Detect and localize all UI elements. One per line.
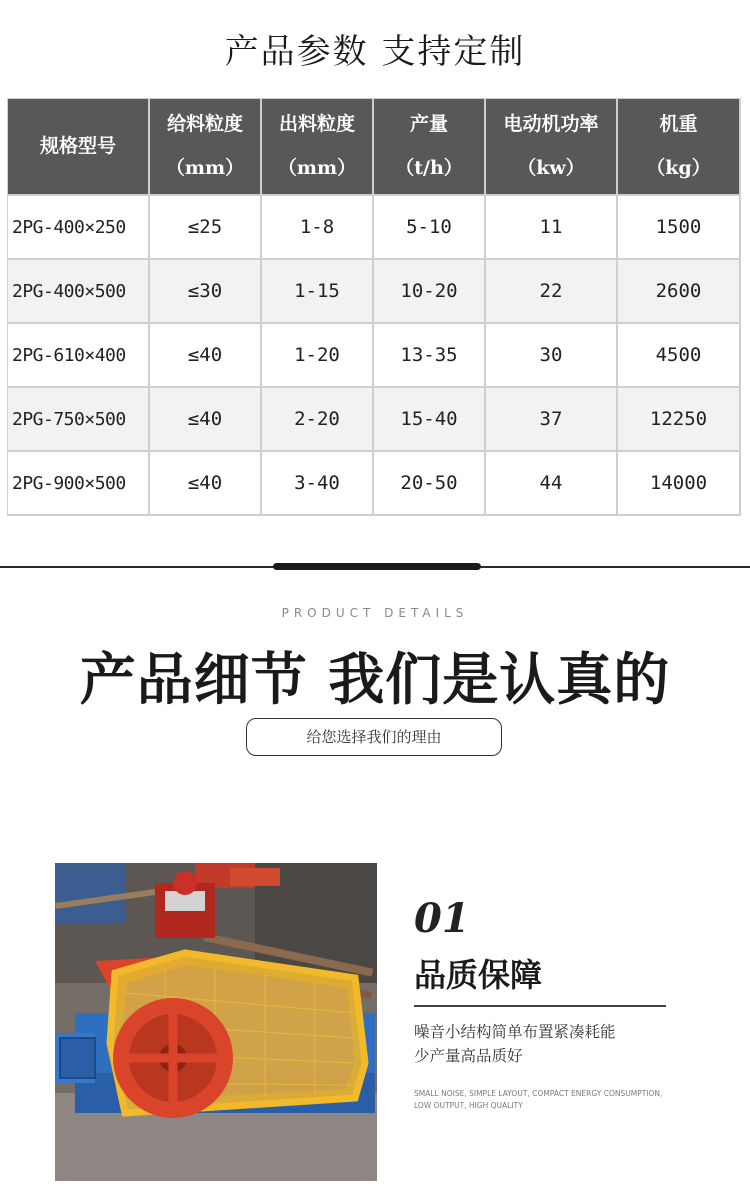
cell-motor-power: 11 — [486, 196, 618, 260]
cell-capacity: 15-40 — [374, 388, 486, 452]
feature-number: 01 — [414, 895, 470, 942]
spec-table — [7, 98, 741, 516]
cell-output-size: 1-15 — [262, 260, 374, 324]
cell-output-size: 3-40 — [262, 452, 374, 516]
cell-output-size: 2-20 — [262, 388, 374, 452]
cell-capacity: 20-50 — [374, 452, 486, 516]
cell-model: 2PG-900×500 — [8, 452, 150, 516]
cell-model: 2PG-400×500 — [8, 260, 150, 324]
cell-feed-size: ≤40 — [150, 388, 262, 452]
double-roll-crusher-photo — [55, 863, 377, 1181]
cell-weight: 12250 — [618, 388, 741, 452]
cell-feed-size: ≤40 — [150, 452, 262, 516]
cell-motor-power: 22 — [486, 260, 618, 324]
cell-weight: 14000 — [618, 452, 741, 516]
feature-description — [414, 1020, 664, 1068]
section-divider-tab — [273, 563, 481, 570]
cell-model: 2PG-750×500 — [8, 388, 150, 452]
cell-model: 2PG-400×250 — [8, 196, 150, 260]
reason-pill: 给您选择我们的理由 — [246, 718, 502, 756]
cell-weight: 4500 — [618, 324, 741, 388]
cell-capacity: 10-20 — [374, 260, 486, 324]
header-model: 规格型号 — [8, 99, 150, 196]
cell-feed-size: ≤30 — [150, 260, 262, 324]
spec-header-row — [8, 99, 741, 196]
table-row — [8, 196, 741, 260]
cell-capacity: 13-35 — [374, 324, 486, 388]
cell-weight: 1500 — [618, 196, 741, 260]
cell-feed-size: ≤25 — [150, 196, 262, 260]
cell-model: 2PG-610×400 — [8, 324, 150, 388]
params-title: 产品参数 支持定制 — [224, 32, 526, 72]
table-row — [8, 388, 741, 452]
cell-motor-power: 44 — [486, 452, 618, 516]
header-output-size: 出料粒度 （mm） — [262, 99, 374, 196]
header-weight: 机重 （kg） — [618, 99, 741, 196]
details-en-heading: PRODUCT DETAILS — [281, 606, 469, 620]
details-title: 产品细节 我们是认真的 — [79, 647, 671, 713]
header-capacity: 产量 （t/h） — [374, 99, 486, 196]
cell-weight: 2600 — [618, 260, 741, 324]
cell-output-size: 1-20 — [262, 324, 374, 388]
header-feed-size: 给料粒度 （mm） — [150, 99, 262, 196]
cell-motor-power: 30 — [486, 324, 618, 388]
cell-motor-power: 37 — [486, 388, 618, 452]
feature-title: 品质保障 — [414, 956, 543, 994]
header-motor-power: 电动机功率 （kw） — [486, 99, 618, 196]
table-row — [8, 324, 741, 388]
table-row — [8, 452, 741, 516]
cell-capacity: 5-10 — [374, 196, 486, 260]
feature-description-line: 噪音小结构简单布置紧凑耗能 — [414, 1023, 616, 1041]
feature-en-description: SMALL NOISE, SIMPLE LAYOUT, COMPACT ENERGY CONSUMPTION, LOW OUTPUT, HIGH QUALITY — [414, 1089, 663, 1110]
feature-divider — [414, 1005, 666, 1007]
feature-description-line: 少产量高品质好 — [414, 1047, 523, 1065]
table-row — [8, 260, 741, 324]
cell-feed-size: ≤40 — [150, 324, 262, 388]
cell-output-size: 1-8 — [262, 196, 374, 260]
